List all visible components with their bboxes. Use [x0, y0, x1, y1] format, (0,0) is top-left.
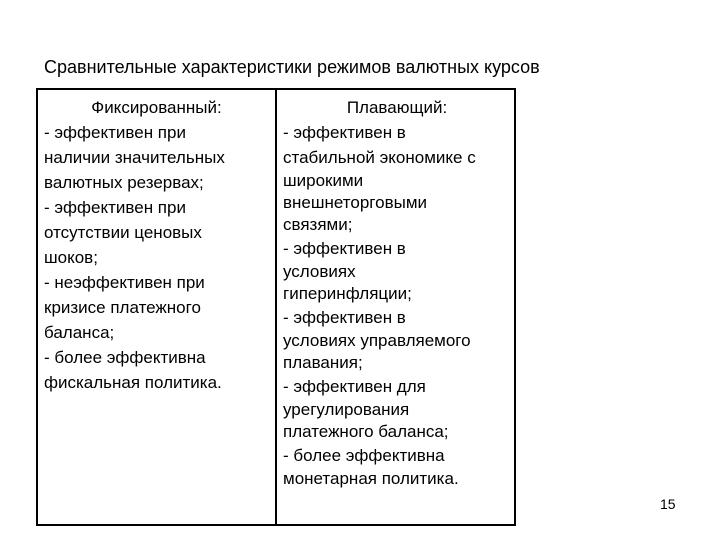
- floating-line: платежного баланса;: [283, 422, 449, 441]
- floating-line: урегулирования: [283, 400, 410, 419]
- fixed-line: - эффективен при: [44, 123, 186, 142]
- floating-line: - эффективен в: [283, 123, 406, 142]
- floating-line: - эффективен для: [283, 377, 426, 396]
- slide-title: Сравнительные характеристики режимов валютных курсов: [44, 57, 540, 77]
- floating-regime-header: Плавающий:: [346, 98, 448, 117]
- fixed-line: шоков;: [44, 248, 98, 267]
- fixed-regime-column: [44, 95, 269, 395]
- floating-line: стабильной экономике с: [283, 148, 476, 167]
- column-divider: [275, 90, 277, 524]
- fixed-line: фискальная политика.: [44, 373, 222, 392]
- floating-line: монетарная политика.: [283, 469, 459, 488]
- page-number: 15: [660, 496, 676, 512]
- fixed-line: отсутствии ценовых: [44, 223, 202, 242]
- comparison-table: [36, 88, 516, 526]
- floating-line: гиперинфляции;: [283, 284, 412, 303]
- fixed-line: кризисе платежного: [44, 298, 201, 317]
- floating-line: - эффективен в: [283, 308, 406, 327]
- floating-line: - эффективен в: [283, 239, 406, 258]
- floating-line: условиях: [283, 262, 356, 281]
- floating-line: - более эффективна: [283, 446, 445, 465]
- floating-regime-column: [283, 95, 511, 490]
- floating-line: широкими: [283, 171, 364, 190]
- fixed-line: - более эффективна: [44, 348, 206, 367]
- fixed-regime-header: Фиксированный:: [91, 98, 222, 117]
- fixed-line: - неэффективен при: [44, 273, 205, 292]
- fixed-line: - эффективен при: [44, 198, 186, 217]
- floating-line: внешнеторговыми: [283, 193, 428, 212]
- floating-line: условиях управляемого: [283, 331, 471, 350]
- fixed-line: баланса;: [44, 323, 115, 342]
- fixed-line: валютных резервах;: [44, 173, 204, 192]
- floating-line: связями;: [283, 215, 353, 234]
- fixed-line: наличии значительных: [44, 148, 225, 167]
- floating-line: плавания;: [283, 353, 363, 372]
